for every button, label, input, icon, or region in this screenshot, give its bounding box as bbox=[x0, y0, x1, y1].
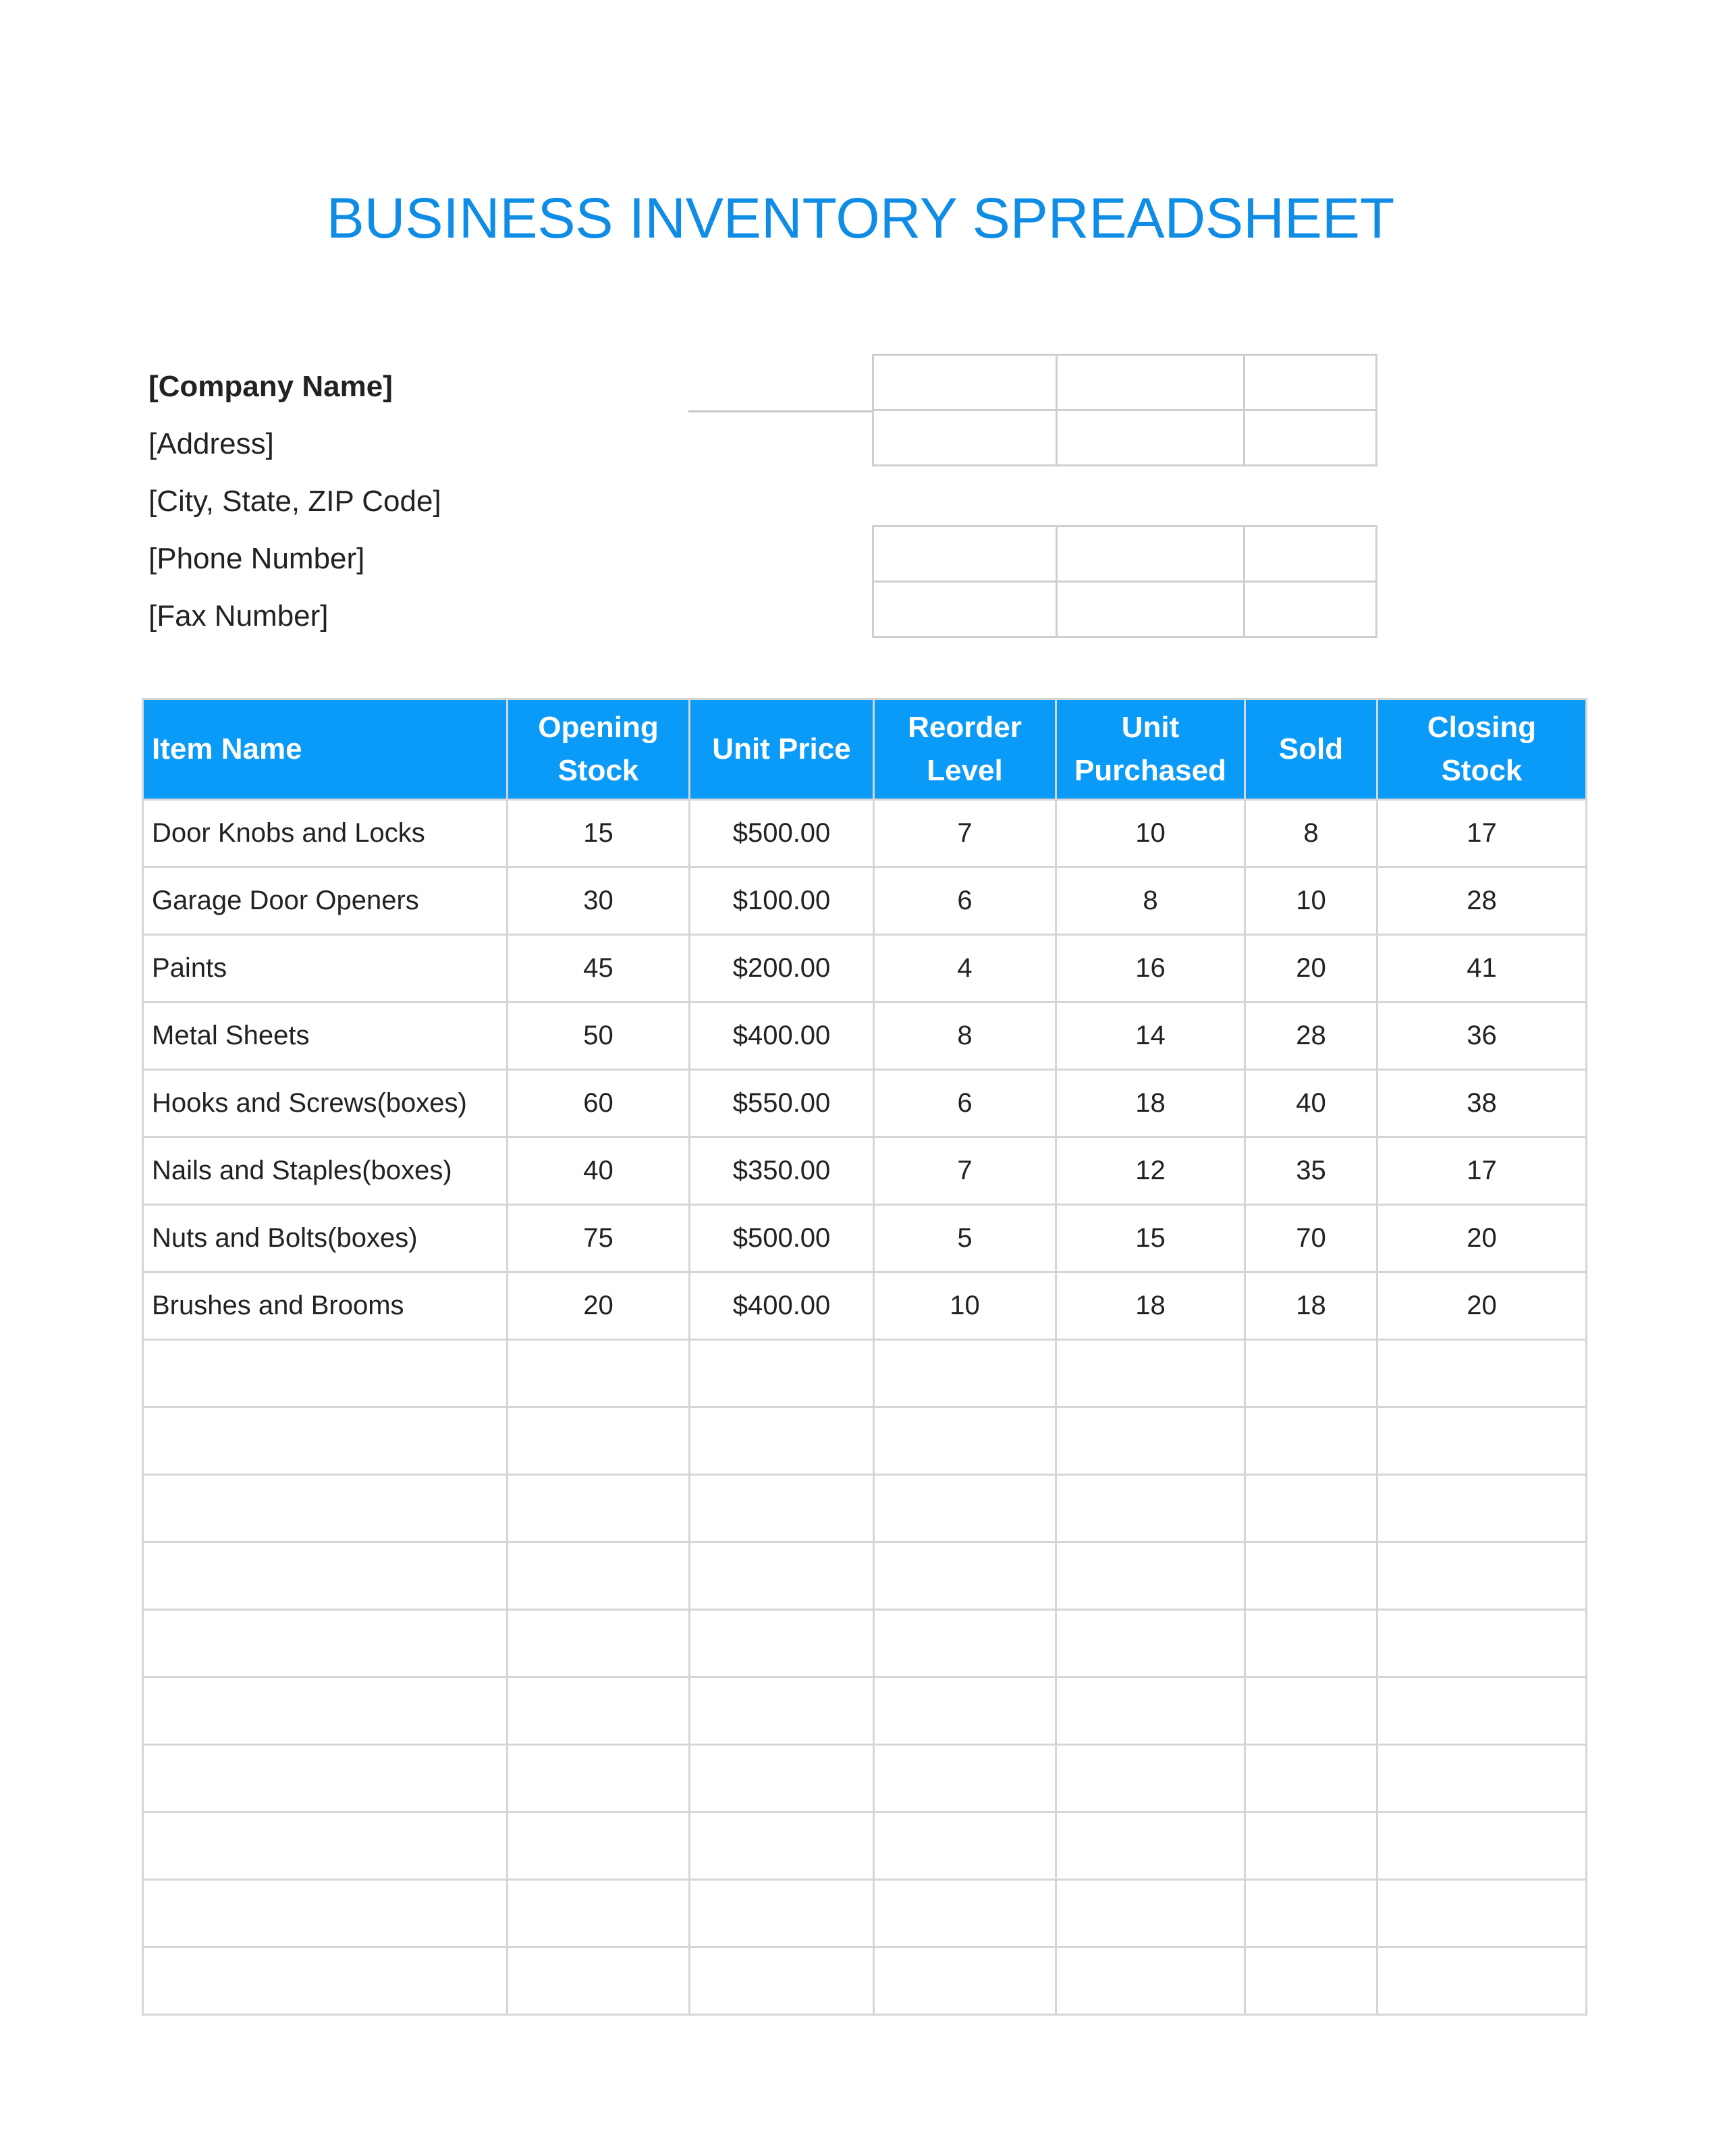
cell-sold[interactable]: 10 bbox=[1245, 867, 1377, 935]
cell-unit-price[interactable]: $350.00 bbox=[690, 1137, 874, 1205]
cell-sold[interactable]: 20 bbox=[1245, 935, 1377, 1002]
cell-sold[interactable] bbox=[1245, 1340, 1377, 1407]
cell-sold[interactable]: 18 bbox=[1245, 1272, 1377, 1340]
cell-sold[interactable] bbox=[1245, 1677, 1377, 1745]
cell-reorder-level[interactable] bbox=[874, 1475, 1056, 1542]
cell-unit-purchased[interactable] bbox=[1056, 1340, 1245, 1407]
table-row bbox=[143, 867, 1587, 935]
cell-unit-purchased[interactable] bbox=[1056, 1947, 1245, 2015]
cell-reorder-level[interactable]: 6 bbox=[874, 1070, 1056, 1137]
company-info bbox=[148, 358, 661, 645]
company-fax[interactable]: [Fax Number] bbox=[148, 599, 329, 632]
cell-unit-purchased[interactable] bbox=[1056, 1677, 1245, 1745]
cell-reorder-level[interactable] bbox=[874, 1542, 1056, 1610]
cell-closing-stock[interactable] bbox=[1377, 1745, 1587, 1812]
company-phone[interactable]: [Phone Number] bbox=[148, 542, 365, 575]
cell-closing-stock[interactable]: 17 bbox=[1377, 800, 1587, 867]
cell-opening-stock[interactable]: 50 bbox=[508, 1002, 690, 1070]
cell-unit-price[interactable] bbox=[690, 1677, 874, 1745]
cell-reorder-level[interactable] bbox=[874, 1340, 1056, 1407]
cell-closing-stock[interactable] bbox=[1377, 1947, 1587, 2015]
info-grid-cell[interactable] bbox=[1245, 355, 1377, 410]
cell-closing-stock[interactable] bbox=[1377, 1880, 1587, 1947]
header-unit-purchased: Unit Purchased bbox=[1056, 699, 1245, 800]
cell-sold[interactable] bbox=[1245, 1947, 1377, 2015]
table-row bbox=[143, 1880, 1587, 1947]
cell-closing-stock[interactable]: 28 bbox=[1377, 867, 1587, 935]
cell-opening-stock[interactable] bbox=[508, 1542, 690, 1610]
table-row bbox=[143, 935, 1587, 1002]
table-row bbox=[143, 1272, 1587, 1340]
info-grid-row bbox=[873, 582, 1377, 637]
cell-unit-price[interactable]: $200.00 bbox=[690, 935, 874, 1002]
cell-reorder-level[interactable]: 7 bbox=[874, 1137, 1056, 1205]
cell-unit-purchased[interactable]: 18 bbox=[1056, 1070, 1245, 1137]
info-grid-row bbox=[873, 355, 1377, 410]
cell-unit-purchased[interactable]: 10 bbox=[1056, 800, 1245, 867]
cell-unit-purchased[interactable] bbox=[1056, 1745, 1245, 1812]
cell-unit-purchased[interactable] bbox=[1056, 1542, 1245, 1610]
table-row bbox=[143, 1812, 1587, 1880]
cell-sold[interactable] bbox=[1245, 1475, 1377, 1542]
header-closing-stock: Closing Stock bbox=[1377, 699, 1587, 800]
cell-reorder-level[interactable] bbox=[874, 1880, 1056, 1947]
cell-closing-stock[interactable]: 17 bbox=[1377, 1137, 1587, 1205]
cell-unit-price[interactable] bbox=[690, 1880, 874, 1947]
cell-reorder-level[interactable] bbox=[874, 1812, 1056, 1880]
cell-unit-price[interactable] bbox=[690, 1475, 874, 1542]
info-grid-cell[interactable] bbox=[1245, 582, 1377, 637]
cell-reorder-level[interactable]: 6 bbox=[874, 867, 1056, 935]
cell-closing-stock[interactable] bbox=[1377, 1812, 1587, 1880]
cell-item-name[interactable] bbox=[143, 1947, 508, 2015]
cell-unit-price[interactable] bbox=[690, 1610, 874, 1677]
cell-unit-price[interactable] bbox=[690, 1407, 874, 1475]
info-grid-cell[interactable] bbox=[873, 410, 1057, 466]
cell-unit-price[interactable] bbox=[690, 1340, 874, 1407]
cell-opening-stock[interactable] bbox=[508, 1745, 690, 1812]
cell-unit-price[interactable]: $500.00 bbox=[690, 1205, 874, 1272]
cell-unit-price[interactable]: $400.00 bbox=[690, 1002, 874, 1070]
cell-reorder-level[interactable] bbox=[874, 1610, 1056, 1677]
company-address[interactable]: [Address] bbox=[148, 427, 274, 460]
cell-sold[interactable] bbox=[1245, 1610, 1377, 1677]
cell-item-name[interactable] bbox=[143, 1542, 508, 1610]
cell-opening-stock[interactable]: 45 bbox=[508, 935, 690, 1002]
cell-item-name[interactable] bbox=[143, 1677, 508, 1745]
info-grid-row bbox=[873, 527, 1377, 582]
cell-closing-stock[interactable]: 36 bbox=[1377, 1002, 1587, 1070]
header-sold: Sold bbox=[1245, 699, 1377, 800]
cell-reorder-level[interactable]: 4 bbox=[874, 935, 1056, 1002]
cell-unit-purchased[interactable]: 16 bbox=[1056, 935, 1245, 1002]
cell-opening-stock[interactable] bbox=[508, 1880, 690, 1947]
table-row bbox=[143, 1947, 1587, 2015]
cell-reorder-level[interactable]: 5 bbox=[874, 1205, 1056, 1272]
cell-unit-purchased[interactable]: 8 bbox=[1056, 867, 1245, 935]
info-grid-top bbox=[872, 354, 1377, 466]
table-row bbox=[143, 1677, 1587, 1745]
cell-closing-stock[interactable]: 20 bbox=[1377, 1272, 1587, 1340]
cell-item-name[interactable] bbox=[143, 1475, 508, 1542]
header-item-name: Item Name bbox=[143, 699, 508, 800]
cell-opening-stock[interactable] bbox=[508, 1610, 690, 1677]
company-name[interactable]: [Company Name] bbox=[148, 370, 393, 403]
cell-sold[interactable]: 70 bbox=[1245, 1205, 1377, 1272]
table-row bbox=[143, 1407, 1587, 1475]
cell-opening-stock[interactable]: 30 bbox=[508, 867, 690, 935]
cell-sold[interactable]: 40 bbox=[1245, 1070, 1377, 1137]
cell-unit-price[interactable]: $400.00 bbox=[690, 1272, 874, 1340]
cell-unit-price[interactable] bbox=[690, 1542, 874, 1610]
cell-sold[interactable]: 8 bbox=[1245, 800, 1377, 867]
header-reorder-level: Reorder Level bbox=[874, 699, 1056, 800]
info-grid-cell[interactable] bbox=[1057, 355, 1245, 410]
cell-item-name[interactable] bbox=[143, 1610, 508, 1677]
cell-closing-stock[interactable] bbox=[1377, 1677, 1587, 1745]
cell-unit-purchased[interactable] bbox=[1056, 1475, 1245, 1542]
info-grid-cell[interactable] bbox=[1245, 527, 1377, 582]
cell-item-name[interactable] bbox=[143, 1880, 508, 1947]
info-grid-cell[interactable] bbox=[873, 355, 1057, 410]
info-grid-cell[interactable] bbox=[873, 582, 1057, 637]
cell-reorder-level[interactable] bbox=[874, 1677, 1056, 1745]
cell-opening-stock[interactable] bbox=[508, 1812, 690, 1880]
cell-unit-price[interactable] bbox=[690, 1812, 874, 1880]
cell-sold[interactable] bbox=[1245, 1880, 1377, 1947]
cell-item-name[interactable]: Garage Door Openers bbox=[143, 867, 508, 935]
inventory-header-row bbox=[143, 699, 1587, 800]
cell-closing-stock[interactable]: 20 bbox=[1377, 1205, 1587, 1272]
table-row bbox=[143, 1002, 1587, 1070]
header-divider-line bbox=[688, 410, 872, 412]
table-row bbox=[143, 1745, 1587, 1812]
cell-item-name[interactable]: Hooks and Screws(boxes) bbox=[143, 1070, 508, 1137]
cell-item-name[interactable] bbox=[143, 1812, 508, 1880]
cell-unit-purchased[interactable] bbox=[1056, 1610, 1245, 1677]
info-grid-cell[interactable] bbox=[1245, 410, 1377, 466]
cell-unit-price[interactable]: $550.00 bbox=[690, 1070, 874, 1137]
table-row bbox=[143, 1340, 1587, 1407]
cell-opening-stock[interactable]: 75 bbox=[508, 1205, 690, 1272]
cell-unit-purchased[interactable]: 12 bbox=[1056, 1137, 1245, 1205]
cell-sold[interactable] bbox=[1245, 1542, 1377, 1610]
cell-sold[interactable] bbox=[1245, 1407, 1377, 1475]
cell-item-name[interactable] bbox=[143, 1340, 508, 1407]
cell-opening-stock[interactable]: 60 bbox=[508, 1070, 690, 1137]
table-row bbox=[143, 1070, 1587, 1137]
cell-item-name[interactable]: Paints bbox=[143, 935, 508, 1002]
info-grid-row bbox=[873, 410, 1377, 466]
cell-unit-purchased[interactable]: 18 bbox=[1056, 1272, 1245, 1340]
cell-reorder-level[interactable] bbox=[874, 1745, 1056, 1812]
cell-closing-stock[interactable]: 38 bbox=[1377, 1070, 1587, 1137]
cell-reorder-level[interactable] bbox=[874, 1407, 1056, 1475]
header-unit-price: Unit Price bbox=[690, 699, 874, 800]
company-city-state-zip[interactable]: [City, State, ZIP Code] bbox=[148, 485, 441, 518]
cell-opening-stock[interactable] bbox=[508, 1475, 690, 1542]
cell-closing-stock[interactable] bbox=[1377, 1610, 1587, 1677]
table-row bbox=[143, 1205, 1587, 1272]
cell-reorder-level[interactable] bbox=[874, 1947, 1056, 2015]
cell-unit-purchased[interactable] bbox=[1056, 1812, 1245, 1880]
page-title: BUSINESS INVENTORY SPREADSHEET bbox=[326, 186, 1395, 250]
info-grid-cell[interactable] bbox=[1057, 410, 1245, 466]
cell-unit-purchased[interactable] bbox=[1056, 1407, 1245, 1475]
info-grid-cell[interactable] bbox=[873, 527, 1057, 582]
cell-closing-stock[interactable] bbox=[1377, 1407, 1587, 1475]
cell-opening-stock[interactable] bbox=[508, 1677, 690, 1745]
cell-unit-purchased[interactable] bbox=[1056, 1880, 1245, 1947]
cell-reorder-level[interactable]: 7 bbox=[874, 800, 1056, 867]
header-opening-stock: Opening Stock bbox=[508, 699, 690, 800]
cell-item-name[interactable]: Door Knobs and Locks bbox=[143, 800, 508, 867]
cell-closing-stock[interactable] bbox=[1377, 1340, 1587, 1407]
info-grid-cell[interactable] bbox=[1057, 582, 1245, 637]
cell-reorder-level[interactable]: 10 bbox=[874, 1272, 1056, 1340]
table-row bbox=[143, 1542, 1587, 1610]
cell-sold[interactable]: 28 bbox=[1245, 1002, 1377, 1070]
cell-closing-stock[interactable]: 41 bbox=[1377, 935, 1587, 1002]
inventory-body bbox=[143, 800, 1587, 2015]
cell-closing-stock[interactable] bbox=[1377, 1475, 1587, 1542]
table-row bbox=[143, 1475, 1587, 1542]
cell-opening-stock[interactable]: 20 bbox=[508, 1272, 690, 1340]
cell-unit-purchased[interactable]: 14 bbox=[1056, 1002, 1245, 1070]
cell-unit-price[interactable]: $100.00 bbox=[690, 867, 874, 935]
cell-sold[interactable] bbox=[1245, 1745, 1377, 1812]
cell-item-name[interactable]: Nails and Staples(boxes) bbox=[143, 1137, 508, 1205]
cell-item-name[interactable] bbox=[143, 1745, 508, 1812]
cell-unit-purchased[interactable]: 15 bbox=[1056, 1205, 1245, 1272]
inventory-table bbox=[142, 698, 1587, 2016]
cell-reorder-level[interactable]: 8 bbox=[874, 1002, 1056, 1070]
cell-unit-price[interactable]: $500.00 bbox=[690, 800, 874, 867]
cell-opening-stock[interactable] bbox=[508, 1340, 690, 1407]
cell-opening-stock[interactable] bbox=[508, 1947, 690, 2015]
table-row bbox=[143, 1610, 1587, 1677]
cell-unit-price[interactable] bbox=[690, 1947, 874, 2015]
cell-closing-stock[interactable] bbox=[1377, 1542, 1587, 1610]
cell-sold[interactable]: 35 bbox=[1245, 1137, 1377, 1205]
cell-item-name[interactable]: Metal Sheets bbox=[143, 1002, 508, 1070]
info-grid-bottom bbox=[872, 525, 1377, 638]
cell-item-name[interactable] bbox=[143, 1407, 508, 1475]
cell-opening-stock[interactable]: 15 bbox=[508, 800, 690, 867]
cell-item-name[interactable]: Brushes and Brooms bbox=[143, 1272, 508, 1340]
cell-item-name[interactable]: Nuts and Bolts(boxes) bbox=[143, 1205, 508, 1272]
cell-unit-price[interactable] bbox=[690, 1745, 874, 1812]
info-grid-cell[interactable] bbox=[1057, 527, 1245, 582]
cell-opening-stock[interactable] bbox=[508, 1407, 690, 1475]
cell-sold[interactable] bbox=[1245, 1812, 1377, 1880]
table-row bbox=[143, 1137, 1587, 1205]
table-row bbox=[143, 800, 1587, 867]
cell-opening-stock[interactable]: 40 bbox=[508, 1137, 690, 1205]
